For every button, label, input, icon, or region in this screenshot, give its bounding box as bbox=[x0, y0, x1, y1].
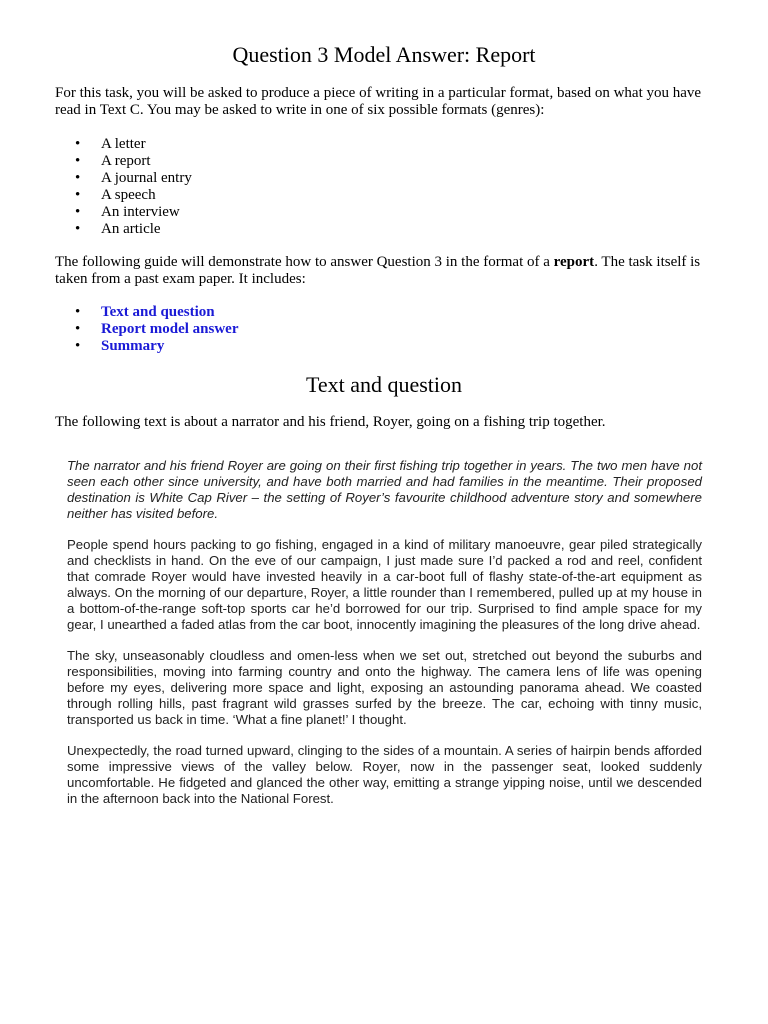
list-item: • A speech bbox=[55, 187, 192, 204]
guide-links-list bbox=[55, 304, 238, 355]
guide-paragraph bbox=[55, 254, 720, 288]
excerpt-paragraph: Unexpectedly, the road turned upward, clinging to the sides of a mountain. A series of hairpin bends afforded some impressive views of the valley below. Royer, now in the passenger seat, looked suddenly uncomfortable. He fidgeted and glanced the other way, emitting a strange yipping noise, until we descended in the afternoon back into the National Forest. bbox=[67, 743, 702, 806]
page-title: Question 3 Model Answer: Report bbox=[232, 42, 536, 67]
formats-list bbox=[55, 136, 192, 238]
intro-paragraph: For this task, you will be asked to produce a piece of writing in a particular format, based on what you have read in Text C. You may be asked to write in one of six possible formats (genres): bbox=[55, 85, 702, 118]
link-summary[interactable]: Summary bbox=[101, 338, 165, 354]
list-item: • An interview bbox=[55, 204, 192, 221]
list-item bbox=[55, 338, 238, 355]
section-intro: The following text is about a narrator and his friend, Royer, going on a fishing trip together. bbox=[55, 414, 606, 430]
guide-text-after: . The task itself is taken from a past exam paper. It includes: bbox=[55, 254, 701, 287]
excerpt-paragraph: The sky, unseasonably cloudless and omen-less when we set out, stretched out beyond the suburbs and responsibilities, moving into farming country and onto the highway. The camera lens of life was opening before my eyes, delivering more space and light, exposing an astounding panorama ahead. We coasted through rolling hills, past fragrant wild grasses surfed by the breeze. The car, echoing with tinny music, transported us back in time. ‘What a fine planet!’ I thought. bbox=[67, 648, 702, 727]
list-item: • A letter bbox=[55, 136, 192, 153]
list-item bbox=[55, 321, 238, 338]
list-item bbox=[55, 304, 238, 321]
excerpt-intro: The narrator and his friend Royer are going on their first fishing trip together in years. The two men have not seen each other since university, and have both married and had families in the meantime. Their proposed destination is White Cap River – the setting of Royer’s favourite childhood adventure story and somewhere neither has visited before. bbox=[67, 458, 702, 521]
guide-text-bold: report bbox=[553, 254, 595, 270]
excerpt-paragraph: People spend hours packing to go fishing, engaged in a kind of military manoeuvre, gear piled strategically and checklists in hand. On the eve of our campaign, I just made sure I’d packed a rod and reel, confident that comrade Royer would have invested heavily in a car-boot full of flashy state-of-the-art equipment as always. On the morning of our departure, Royer, a little rounder than I remembered, pulled up at my house in a bottom-of-the-range soft-top sports car he’d borrowed for our trip. Surprised to find ample space for my gear, I unearthed a faded atlas from the car boot, innocently imagining the pleasures of the long drive ahead. bbox=[67, 537, 702, 632]
section-title: Text and question bbox=[305, 372, 463, 397]
link-report-model-answer[interactable]: Report model answer bbox=[101, 321, 239, 337]
guide-text-before: The following guide will demonstrate how to answer Question 3 in the format of a bbox=[55, 254, 554, 270]
link-text-and-question[interactable]: Text and question bbox=[101, 304, 215, 320]
list-item: • A report bbox=[55, 153, 192, 170]
list-item: • An article bbox=[55, 221, 192, 238]
list-item: • A journal entry bbox=[55, 170, 192, 187]
text-excerpt bbox=[67, 458, 702, 822]
